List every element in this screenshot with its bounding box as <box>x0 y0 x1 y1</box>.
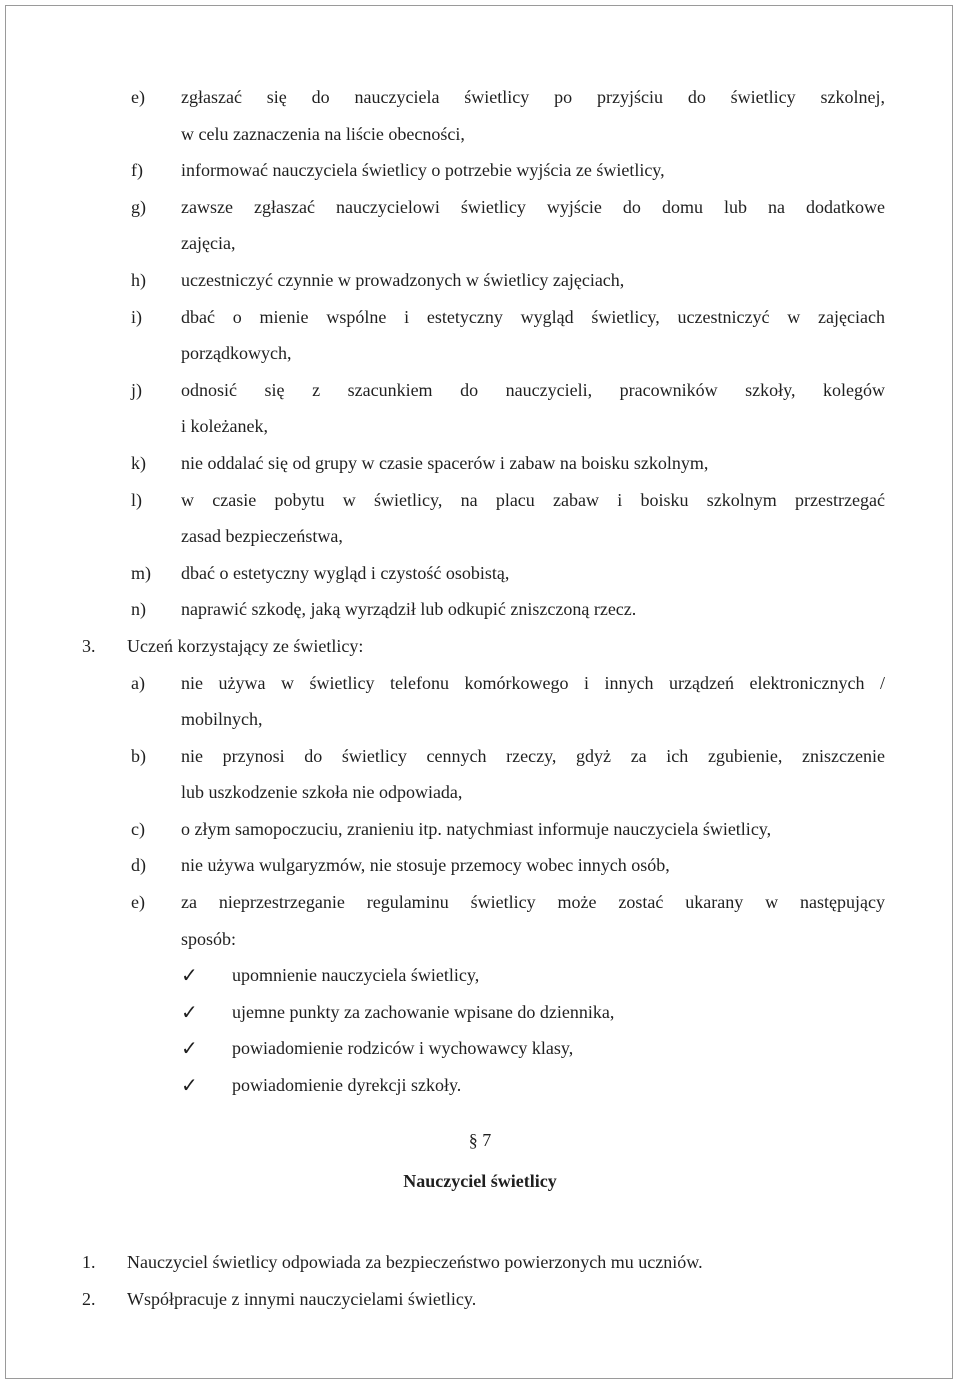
list-item-i-cont <box>6 335 954 372</box>
item-text: nie oddalać się od grupy w czasie spacerów i zabaw na boisku szkolnym, <box>181 452 709 473</box>
item-label: n) <box>131 599 146 620</box>
list-item-a <box>6 665 954 702</box>
section-list <box>6 1244 954 1317</box>
list-item-j <box>6 372 954 409</box>
list-item-l <box>6 482 954 519</box>
item-text: nie przynosi do świetlicy cennych rzeczy, gdyż za ich zgubienie, zniszczenie <box>181 745 885 766</box>
list-item-k <box>6 445 954 482</box>
item-text: i koleżanek, <box>181 416 268 437</box>
item-label: m) <box>131 562 151 583</box>
point-number: 3. <box>82 635 96 656</box>
list-item-e2 <box>6 884 954 921</box>
item-text: o złym samopoczuciu, zranieniu itp. natychmiast informuje nauczyciela świetlicy, <box>181 818 772 839</box>
list-item-a-cont <box>6 701 954 738</box>
item-label: a) <box>131 672 145 693</box>
checkmark-icon: ✓ <box>181 1073 198 1098</box>
item-text: informować nauczyciela świetlicy o potrzebie wyjścia ze świetlicy, <box>181 160 665 181</box>
item-label: f) <box>131 160 143 181</box>
list-item-i <box>6 299 954 336</box>
item-text: dbać o mienie wspólne i estetyczny wygląd świetlicy, uczestniczyć w zajęciach <box>181 306 885 327</box>
document-page <box>5 5 953 1379</box>
checkmark-icon: ✓ <box>181 999 198 1024</box>
checklist-item <box>6 1030 954 1067</box>
item-label: e) <box>131 87 145 107</box>
item-text: nie używa wulgaryzmów, nie stosuje przemocy wobec innych osób, <box>181 855 670 876</box>
item-text: w czasie pobytu w świetlicy, na placu zabaw i boisku szkolnym przestrzegać <box>181 489 885 510</box>
list-item-e-cont <box>6 116 954 153</box>
point-number: 2. <box>82 1288 96 1309</box>
item-text: w celu zaznaczenia na liście obecności, <box>181 123 465 144</box>
item-text: lub uszkodzenie szkoła nie odpowiada, <box>181 782 463 803</box>
list-item-d <box>6 847 954 884</box>
item-label: j) <box>131 379 142 400</box>
checklist-text: powiadomienie dyrekcji szkoły. <box>232 1075 462 1096</box>
list-item-f <box>6 152 954 189</box>
item-label: b) <box>131 745 146 766</box>
checklist-item <box>6 1067 954 1104</box>
checklist-item <box>6 957 954 994</box>
item-text: zasad bezpieczeństwa, <box>181 526 343 547</box>
item-text: porządkowych, <box>181 343 292 364</box>
checklist-text: powiadomienie rodziców i wychowawcy klasy, <box>232 1038 574 1059</box>
item-text: zgłaszać się do nauczyciela świetlicy po przyjściu do świetlicy szkolnej, <box>181 87 885 107</box>
checklist-text: upomnienie nauczyciela świetlicy, <box>232 965 480 986</box>
item-text: sposób: <box>181 928 237 949</box>
point-number: 1. <box>82 1252 96 1272</box>
list-item-g <box>6 189 954 226</box>
list-item-m <box>6 555 954 592</box>
item-label: e) <box>131 892 145 913</box>
item-text: mobilnych, <box>181 709 263 730</box>
item-label: l) <box>131 489 142 510</box>
checklist-text: ujemne punkty za zachowanie wpisane do dziennika, <box>232 1001 615 1022</box>
checkmark-icon: ✓ <box>181 1036 198 1061</box>
item-text: zawsze zgłaszać nauczycielowi świetlicy wyjście do domu lub na dodatkowe <box>181 196 885 217</box>
item-text: dbać o estetyczny wygląd i czystość osobistą, <box>181 562 510 583</box>
item-text: zajęcia, <box>181 233 236 254</box>
rules-list <box>6 79 954 1104</box>
item-label: g) <box>131 196 146 217</box>
list-item-b-cont <box>6 774 954 811</box>
item-text: za nieprzestrzeganie regulaminu świetlicy może zostać ukarany w następujący <box>181 892 885 913</box>
item-label: c) <box>131 818 145 839</box>
item-text: uczestniczyć czynnie w prowadzonych w świetlicy zajęciach, <box>181 269 625 290</box>
item-label: h) <box>131 269 146 290</box>
point-text: Uczeń korzystający ze świetlicy: <box>127 635 364 656</box>
item-text: odnosić się z szacunkiem do nauczycieli, pracowników szkoły, kolegów <box>181 379 885 400</box>
list-item-e <box>6 79 954 116</box>
list-item-j-cont <box>6 408 954 445</box>
list-item-b <box>6 738 954 775</box>
point-text: Współpracuje z innymi nauczycielami świetlicy. <box>127 1288 477 1309</box>
list-item-l-cont <box>6 518 954 555</box>
list-item-e2-cont <box>6 921 954 958</box>
point-text: Nauczyciel świetlicy odpowiada za bezpieczeństwo powierzonych mu uczniów. <box>127 1252 703 1272</box>
list-item-h <box>6 262 954 299</box>
list-item-g-cont <box>6 225 954 262</box>
item-text: nie używa w świetlicy telefonu komórkowego i innych urządzeń elektronicznych / <box>181 672 885 693</box>
numbered-point-1 <box>6 1244 954 1281</box>
item-label: d) <box>131 855 146 876</box>
numbered-point-3 <box>6 628 954 665</box>
numbered-point-2 <box>6 1281 954 1318</box>
item-text: naprawić szkodę, jaką wyrządził lub odkupić zniszczoną rzecz. <box>181 599 637 620</box>
item-label: i) <box>131 306 142 327</box>
list-item-n <box>6 591 954 628</box>
checkmark-icon: ✓ <box>181 963 198 988</box>
section-title: Nauczyciel świetlicy <box>403 1171 557 1191</box>
list-item-c <box>6 811 954 848</box>
section-sign: § 7 <box>468 1130 492 1150</box>
checklist-item <box>6 994 954 1031</box>
item-label: k) <box>131 452 146 473</box>
